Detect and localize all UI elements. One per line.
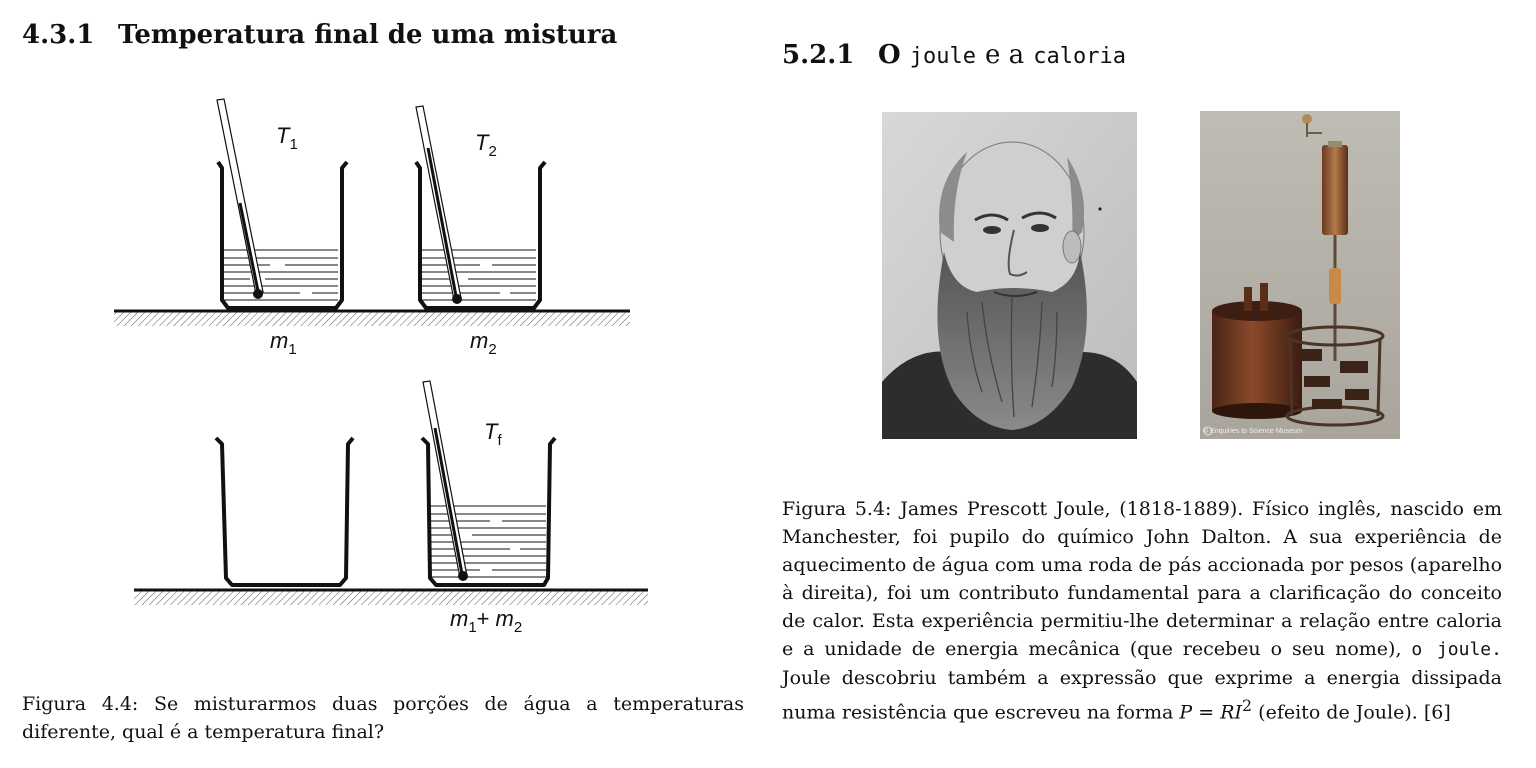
figure-4-4-caption: Figura 4.4: Se misturarmos duas porções de água a temperaturas diferente, qual é a temperatura final?	[22, 693, 744, 743]
formula-exponent: 2	[1242, 696, 1253, 715]
title-word-caloria: caloria	[1033, 44, 1126, 69]
label-m1: $m_1$	[270, 328, 297, 358]
title-word-o: O	[878, 40, 901, 70]
water-1	[224, 250, 338, 300]
formula-ri: RI	[1220, 701, 1243, 724]
formula-p: P	[1179, 701, 1193, 724]
empty-beaker	[216, 438, 353, 585]
caption-text-end: (efeito de Joule). [6]	[1258, 701, 1451, 724]
label-m2: $m_2$	[470, 328, 497, 358]
figure-5-4-caption	[782, 495, 1502, 726]
title-word-joule: joule	[909, 44, 976, 69]
formula-equals: =	[1198, 701, 1215, 724]
caption-text-after: Joule descobriu também a expressão que exprime a energia dissipada numa resistência que escreveu na forma	[782, 667, 1502, 724]
section-heading-4-3-1	[22, 20, 617, 50]
section-title: Temperatura final de uma mistura	[118, 20, 618, 50]
joule-portrait-image	[882, 112, 1137, 439]
label-t1: $T_1$	[276, 123, 298, 153]
bottom-table	[134, 590, 648, 605]
section-number: 5.2.1	[782, 40, 855, 70]
top-table	[114, 311, 630, 326]
caption-mono-joule: o joule.	[1411, 639, 1502, 660]
title-word-e-a: e a	[985, 40, 1025, 70]
label-tf: $T_f$	[484, 419, 502, 449]
caption-text-before: Figura 5.4: James Prescott Joule, (1818-1889). Físico inglês, nascido em Manchester, foi pupilo do químico John Dalton. A sua experiência de aquecimento de água com uma roda de pás accionada por pesos (aparelho à direita), foi um contributo fundamental para a clarificação do conceito de calor. Esta experiência permitiu-lhe determinar a relação entre caloria e a unidade de energia mecânica (que recebeu o seu nome),	[782, 498, 1503, 660]
joule-apparatus-image	[1200, 111, 1400, 439]
section-heading-5-2-1	[782, 40, 1126, 70]
thermometer-2	[416, 106, 462, 304]
water-mix	[430, 506, 546, 577]
label-m1-plus-m2: $m_1+ m_2$	[450, 606, 523, 636]
water-2	[422, 250, 536, 300]
label-t2: $T_2$	[475, 130, 497, 160]
photo-credit: © Enquiries to Science Museum	[1203, 428, 1303, 435]
section-number: 4.3.1	[22, 20, 95, 50]
mixed-beaker	[422, 381, 555, 585]
mixture-diagram	[100, 88, 660, 648]
